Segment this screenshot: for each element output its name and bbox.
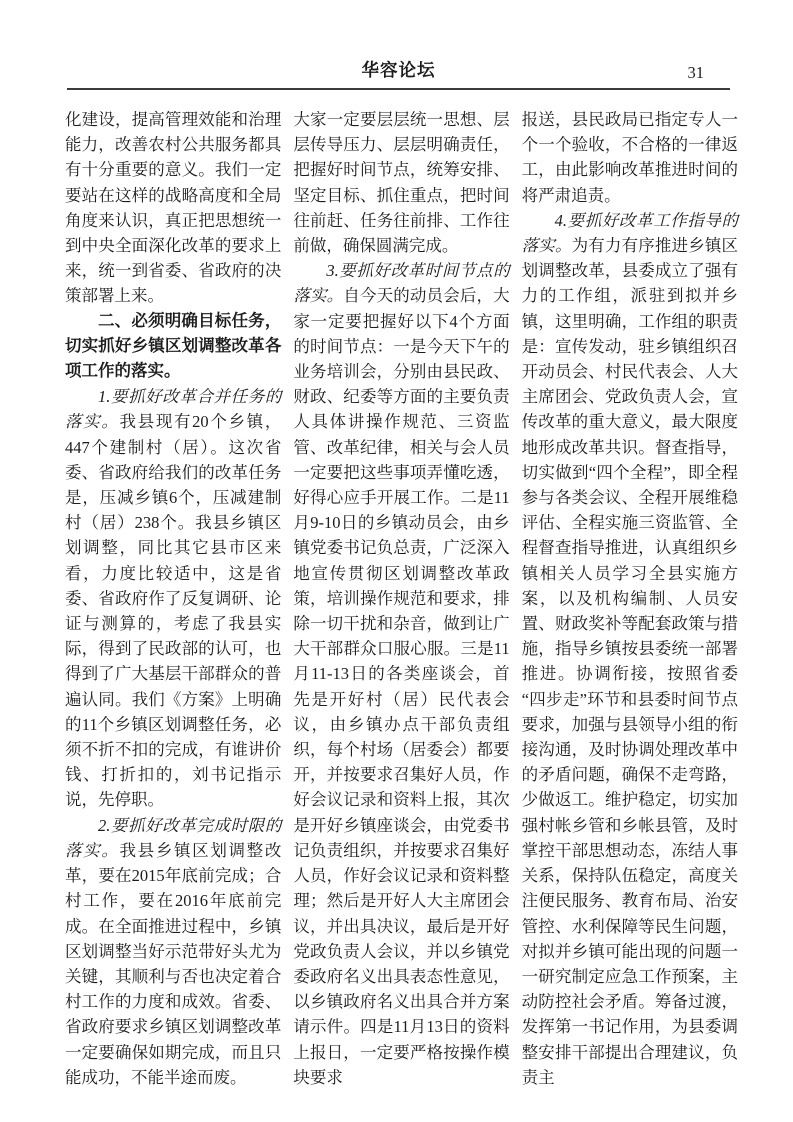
- page-header: [67, 57, 730, 90]
- numbered-item-lead: 2.要抓好改革完成时限的落实。: [65, 815, 282, 860]
- section-heading: 二、必须明确目标任务，切实抓好乡镇区划调整改革各项工作的落实。: [65, 311, 282, 381]
- numbered-item-text: 我县乡镇区划调整改革，要在2015年底前完成；合村工作，要在2016年底前完成。在全面推进过程中，乡镇区划调整当好示范带好头尤为关键，其顺利与否也决定着合村工作的力度和成效。省委、省政府要求乡镇区划调整改革一定要确保如期完成，而且只能成功，不能半途而废。: [65, 840, 282, 1087]
- paragraph-continuation: 大家一定要层层统一思想、层层传导压力、层层明确责任，把握好时间节点，统筹安排、坚定目标、抓住重点，把时间往前赶、任务往前排、工作往前做，确保圆满完成。: [293, 110, 510, 256]
- numbered-item-1: [65, 384, 281, 812]
- numbered-item-lead: 4.要抓好改革工作指导的落实。: [521, 210, 738, 256]
- numbered-item-text: 自今天的动员会后，大家一定要把握好以下4个方面的时间节点：一是今天下午的业务培训会，分别由县民政、财政、纪委等方面的主要负责人具体讲操作规范、三资监管、改革纪律，相关与会人员一定要把这些事项弄懂吃透，好得心应手开展工作。二是11月9-10日的乡镇动员会，由乡镇党委书记负总责，广泛深入地宣传贯彻区划调整改革政策，培训操作规范和要求，排除一切干扰和杂音，做到让广大干部群众口服心服。三是11月11-13日的各类座谈会，首先是开好村（居）民代表会议，由乡镇办点干部负责组织，每个村场（居委会）都要开，并按要求召集好人员，作好会议记录和资料上报，其次是开好乡镇座谈会，由党委书记负责组织，并按要求召集好人员，作好会议记录和资料整理；然后是开好人大主席团会议，并出具决议，最后是开好党政负责人会议，并以乡镇党委政府名义出具表态性意见，以乡镇政府名义出具合并方案请示件。四是11月13日的资料上报日，一定要严格按操作模块要求: [293, 286, 510, 1087]
- numbered-item-text: 我县现有20个乡镇，447个建制村（居）。这次省委、省政府给我们的改革任务是，压减乡镇6个，压减建制村（居）238个。我县乡镇区划调整，同比其它县市区来看，力度比较适中，这是省委、省政府作了反复调研、论证与测算的，考虑了我县实际，得到了民政部的认可，也得到了广大基层干部群众的普遍认同。我们《方案》上明确的11个乡镇区划调整任务，必须不折不扣的完成，有谁讲价钱、打折扣的，刘书记指示说，先停职。: [65, 412, 282, 810]
- numbered-item-text: 为有力有序推进乡镇区划调整改革，县委成立了强有力的工作组，派驻到拟并乡镇，这里明确，工作组的职责是：宣传发动，驻乡镇组织召开动员会、村民代表会、人大主席团会、党政负责人会，宣传改革的重大意义，最大限度地形成改革共识。督查指导，切实做到“四个全程”，即全程参与各类会议、全程开展维稳评估、全程实施三资监管、全程督查指导推进，认真组织乡镇相关人员学习全县实施方案，以及机构编制、人员安置、财政奖补等配套政策与措施，指导乡镇按县委统一部署推进。协调衔接，按照省委“四步走”环节和县委时间节点要求，加强与县领导小组的衔接沟通，及时协调处理改革中的矛盾问题，确保不走弯路，少做返工。维护稳定，切实加强村帐乡管和乡帐县管，及时掌控干部思想动态，冻结人事关系，保持队伍稳定，高度关注便民服务、教育布局、治安管控、水利保障等民生问题，对拟并乡镇可能出现的问题一一研究制定应急工作预案，主动防控社会矛盾。筹备过渡，发挥第一书记作用，为县委调整安排干部提出合理建议，负责主: [521, 236, 738, 1087]
- numbered-item-3: [293, 258, 509, 1090]
- journal-title: 华容论坛: [361, 60, 436, 80]
- column-3: [521, 107, 738, 1087]
- column-1: [65, 107, 282, 1087]
- numbered-item-lead: 3.要抓好改革时间节点的落实。: [293, 261, 510, 306]
- paragraph-continuation: 报送，县民政局已指定专人一个一个验收，不合格的一律返工，由此影响改革推进时间的将严肃追责。: [521, 110, 738, 205]
- paragraph-continuation: 化建设，提高管理效能和治理能力，改善农村公共服务都具有十分重要的意义。我们一定要站在这样的战略高度和全局角度来认识，真正把思想统一到中央全面深化改革的要求上来，统一到省委、省政府的决策部署上来。: [65, 110, 282, 306]
- numbered-item-2: [65, 813, 281, 1090]
- page-number: 31: [687, 63, 704, 82]
- numbered-item-4: [522, 208, 738, 1090]
- column-2: [293, 107, 510, 1087]
- article-body: [65, 107, 738, 1087]
- numbered-item-lead: 1.要抓好改革合并任务的落实。: [65, 387, 282, 432]
